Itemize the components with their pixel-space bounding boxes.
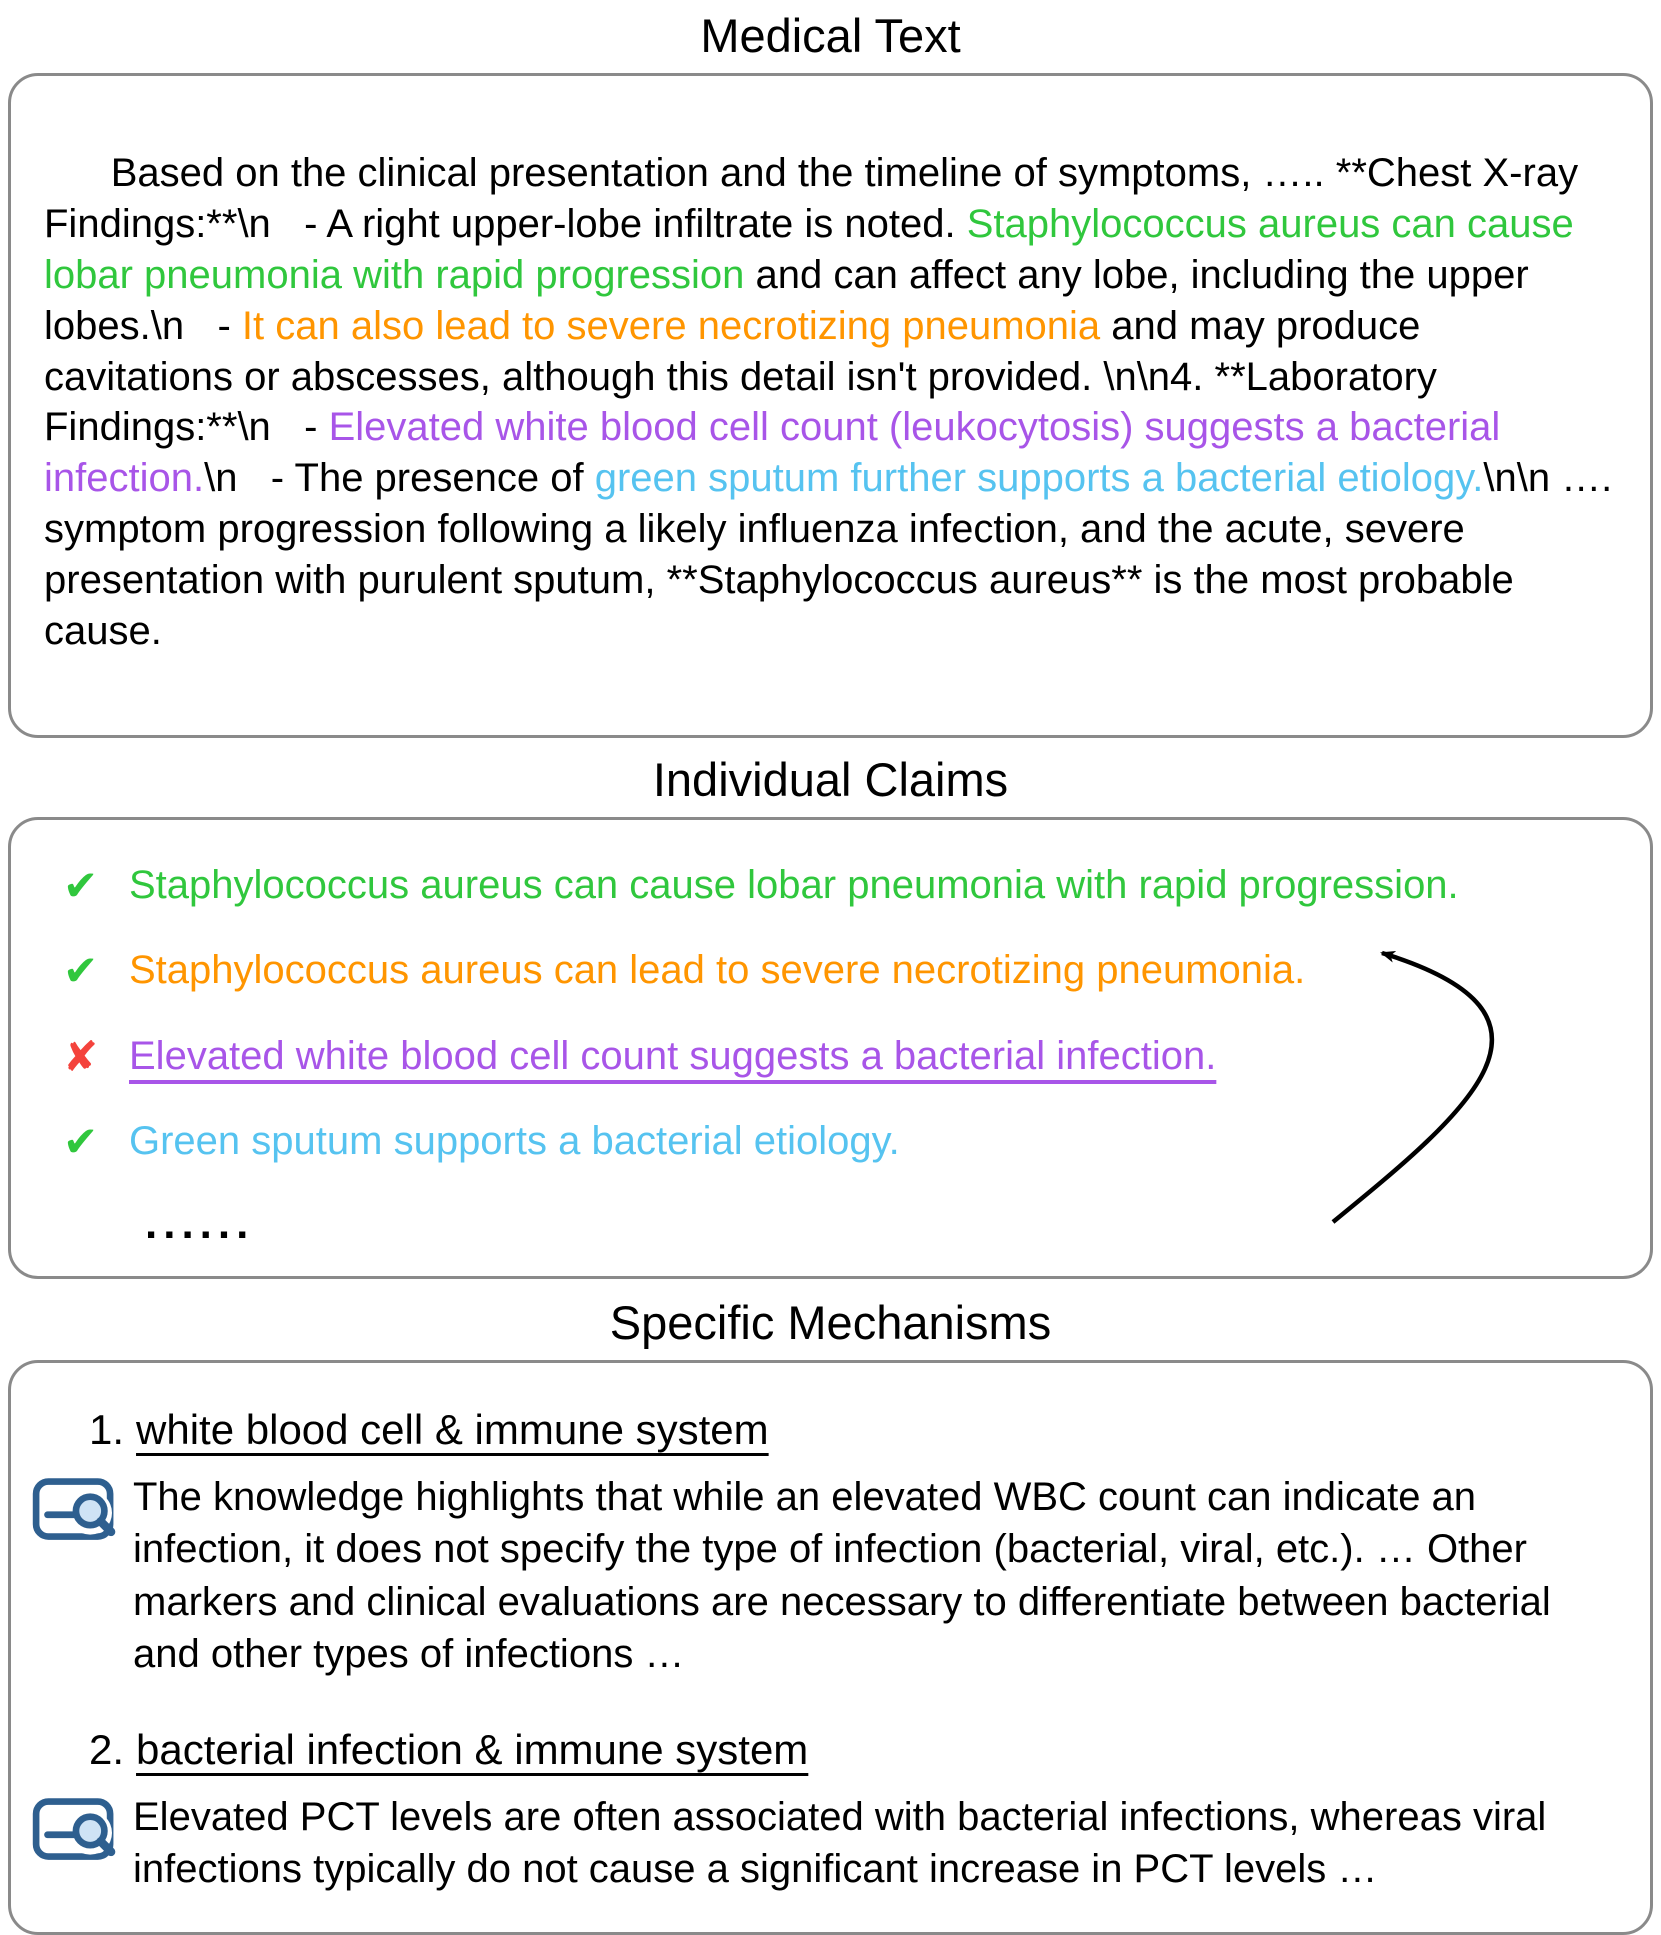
text-segment: \n - The presence of <box>204 456 595 501</box>
claim-text: Green sputum supports a bacterial etiology. <box>129 1119 900 1164</box>
claim-row <box>11 1031 1630 1084</box>
medical-text-paragraph <box>11 76 1650 736</box>
check-icon: ✔ <box>63 1117 99 1167</box>
text-segment: and can affect any lobe, including the upper lobes.\n - <box>44 253 1540 348</box>
mechanism-body <box>133 1471 1563 1681</box>
text-segment-highlight-blue: green sputum further supports a bacterial etiology. <box>594 456 1484 501</box>
mechanism-title: bacterial infection & immune system <box>136 1725 809 1773</box>
medical-text-title: Medical Text <box>700 9 961 62</box>
mechanism-item <box>29 1405 1620 1681</box>
text-segment-highlight-green: Staphylococcus aureus can cause lobar pneumonia with rapid progression <box>44 202 1585 298</box>
text-segment: and may produce cavitations or abscesses, although this detail isn't provided. \n\n4. **Laboratory Findings:**\n - <box>44 303 1449 450</box>
text-segment-highlight-orange: It can also lead to severe necrotizing pneumonia <box>241 303 1101 348</box>
check-icon: ✔ <box>63 860 99 910</box>
mechanism-title: white blood cell & immune system <box>136 1405 769 1453</box>
text-segment: Based on the clinical presentation and the timeline of symptoms, ….. **Chest X-ray Findings:**\n - A right upper-lobe infiltrate is noted. <box>44 151 1590 247</box>
mechanism-number: 2. <box>89 1725 125 1773</box>
text-segment: \n\n …. symptom progression following a likely influenza infection, and the acute, severe presentation with purulent sputum, **Staphylococcus aureus** is the most probable cause. <box>44 456 1624 653</box>
mechanism-item <box>29 1725 1620 1896</box>
specific-mechanisms-title: Specific Mechanisms <box>609 1295 1052 1349</box>
document-search-icon <box>29 1793 121 1867</box>
mechanism-body <box>133 1791 1563 1896</box>
claim-row <box>11 945 1630 998</box>
claim-text-refuted: Elevated white blood cell count suggests a bacterial infection. <box>129 1033 1217 1078</box>
mechanism-knowledge-text: Elevated PCT levels are often associated with bacterial infections, whereas viral infections typically do not cause a significant increase in PCT levels … <box>133 1794 1547 1892</box>
check-icon: ✔ <box>63 946 99 996</box>
mechanism-heading <box>29 1725 1620 1775</box>
mechanism-number: 1. <box>89 1405 125 1453</box>
specific-mechanisms-box <box>8 1360 1653 1935</box>
claim-text: Staphylococcus aureus can cause lobar pneumonia with rapid progression. <box>129 862 1459 907</box>
mechanism-knowledge-text: The knowledge highlights that while an elevated WBC count can indicate an infection, it does not specify the type of infection (bacterial, viral, etc.). … Other markers and clinical evaluations are necessary to differentiate between bacterial and other types of infections … <box>133 1475 1551 1677</box>
document-search-icon <box>29 1473 121 1547</box>
claim-row <box>11 1116 1630 1169</box>
claim-text: Staphylococcus aureus can lead to severe necrotizing pneumonia. <box>129 948 1306 993</box>
cross-icon: ✘ <box>63 1031 99 1081</box>
individual-claims-box <box>8 817 1653 1279</box>
medical-text-box <box>8 73 1653 739</box>
text-segment-highlight-purple: Elevated white blood cell count (leukocytosis) suggests a bacterial infection. <box>44 405 1512 501</box>
mechanism-heading <box>29 1405 1620 1455</box>
claim-row <box>11 860 1630 913</box>
individual-claims-title: Individual Claims <box>652 753 1009 807</box>
more-claims-ellipsis: ...... <box>145 1198 255 1248</box>
